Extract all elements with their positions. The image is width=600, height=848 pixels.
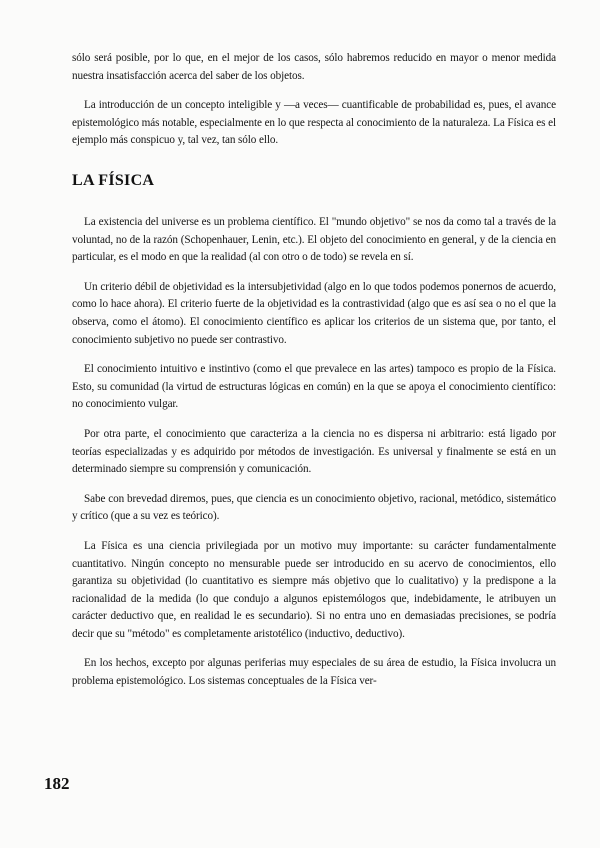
paragraph: La introducción de un concepto inteligible y —a veces— cuantificable de probabilidad es, pues, el avance epistemológico más notable, especialmente en lo que respecta al conocimiento de la naturaleza. La Física es el ejemplo más conspicuo y, tal vez, tan sólo ello. — [72, 99, 556, 147]
paragraph: Sabe con brevedad diremos, pues, que ciencia es un conocimiento objetivo, racional, metódico, sistemático y crítico (que a su vez es teórico). — [72, 492, 556, 523]
paragraph: sólo será posible, por lo que, en el mejor de los casos, sólo habremos reducido en mayor o menor medida nuestra insatisfacción acerca del saber de los objetos. — [72, 52, 556, 82]
paragraph: Por otra parte, el conocimiento que caracteriza a la ciencia no es dispersa ni arbitrario: está ligado por teorías especializadas y es adquirido por métodos de investigación. Es universal y finalmente se está en un determinado siempre su comprensión y comunicación. — [72, 427, 556, 476]
intro-text — [72, 50, 556, 162]
paragraph: Un criterio débil de objetividad es la intersubjetividad (algo en lo que todos podemos ponernos de acuerdo, como lo hace ahora). El criterio fuerte de la objetividad es la contrastividad (algo que es así sea o no el que la observa, como el átomo). El conocimiento científico es aplicar los criterios de un sistema que, por tanto, el conocimiento subjetivo no puede ser contrastivo. — [72, 280, 556, 346]
section-body — [72, 214, 556, 703]
page-number: 182 — [44, 774, 70, 793]
paragraph: La existencia del universe es un problema científico. El "mundo objetivo" se nos da como tal a través de la voluntad, no de la razón (Schopenhauer, Lenin, etc.). El objeto del conocimiento en general, y de la ciencia en particular, es el modo en que la realidad (al con otro o de todo) se revela en sí. — [72, 216, 556, 264]
paragraph: El conocimiento intuitivo e instintivo (como el que prevalece en las artes) tampoco es propio de la Física. Esto, su comunidad (la virtud de estructuras lógicas en común) en la que se apoya el conocimiento científico: no conocimiento vulgar. — [72, 363, 556, 411]
paragraph: La Física es una ciencia privilegiada por un motivo muy importante: su carácter fundamentalmente cuantitativo. Ningún concepto no mensurable puede ser introducido en su acervo de conocimientos, ello garantiza su objetividad (lo cuantitativo es siempre más objetivo que lo cualitativo) y la predispone a la racionalidad de la medida (lo que condujo a algunos epistemólogos que, indebidamente, le atribuyen un carácter deductivo que, en realidad le es secundario). Si no entra uno en demasiadas precisiones, se podría decir que su "método" es completamente aristotélico (inductivo, deductivo). — [72, 539, 556, 640]
paragraph: En los hechos, excepto por algunas periferias muy especiales de su área de estudio, la Física involucra un problema epistemológico. Los sistemas conceptuales de la Física ver- — [72, 657, 556, 688]
section-title: LA FÍSICA — [72, 172, 155, 189]
